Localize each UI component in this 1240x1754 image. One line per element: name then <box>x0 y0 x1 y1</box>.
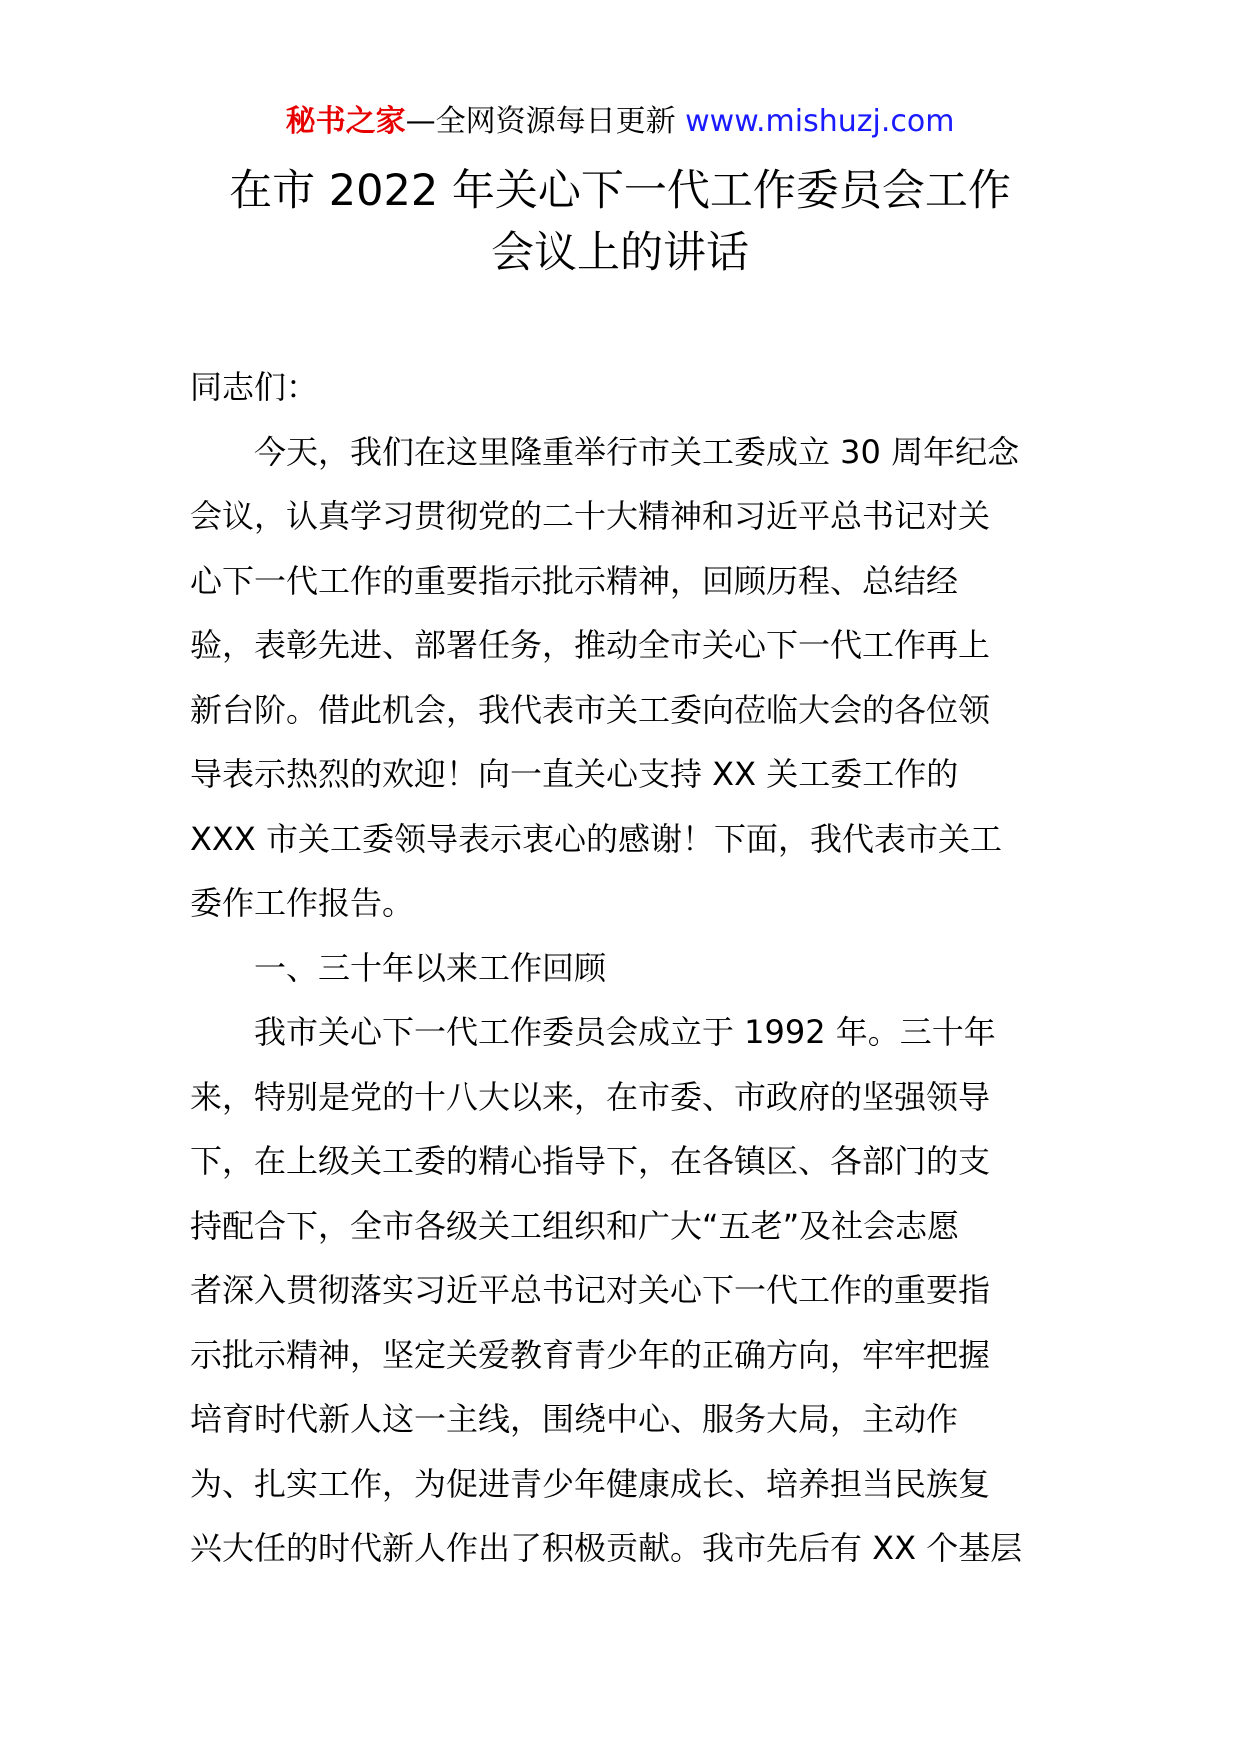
body-line: 兴大任的时代新人作出了积极贡献。我市先后有 XX 个基层 <box>190 1529 1023 1567</box>
body-line: 验，表彰先进、部署任务，推动全市关心下一代工作再上 <box>190 626 991 664</box>
body-line: 委作工作报告。 <box>190 884 415 922</box>
body-line: 心下一代工作的重要指示批示精神，回顾历程、总结经 <box>190 561 959 600</box>
body-line: 今天，我们在这里隆重举行市关工委成立 30 周年纪念 <box>190 432 1020 471</box>
body-line: 者深入贯彻落实习近平总书记对关心下一代工作的重要指 <box>190 1271 991 1309</box>
website-link[interactable]: www.mishuzj.com <box>685 104 955 139</box>
section-heading: 一、三十年以来工作回顾 <box>190 948 607 987</box>
title-line-1: 在市 2022 年关心下一代工作委员会工作 <box>229 166 1011 216</box>
body-line: XXX 市关工委领导表示衷心的感谢！下面，我代表市关工 <box>190 819 1002 858</box>
body-line: 下，在上级关工委的精心指导下，在各镇区、各部门的支 <box>190 1142 991 1180</box>
site-header <box>0 100 1240 144</box>
brand-name: 秘书之家 <box>285 104 406 139</box>
document-body <box>190 355 1050 1581</box>
body-line: 示批示精神，坚定关爱教育青少年的正确方向，牢牢把握 <box>190 1335 991 1374</box>
body-line: 同志们： <box>190 368 319 406</box>
body-line: 新台阶。借此机会，我代表市关工委向莅临大会的各位领 <box>190 690 991 729</box>
document-title <box>0 160 1240 284</box>
body-line: 我市关心下一代工作委员会成立于 1992 年。三十年 <box>190 1013 996 1051</box>
body-line: 为、扎实工作，为促进青少年健康成长、培养担当民族复 <box>190 1464 991 1503</box>
body-line: 来，特别是党的十八大以来，在市委、市政府的坚强领导 <box>190 1077 991 1116</box>
body-line: 会议，认真学习贯彻党的二十大精神和习近平总书记对关 <box>190 497 991 535</box>
body-line: 持配合下，全市各级关工组织和广大“五老”及社会志愿 <box>190 1206 960 1245</box>
body-line: 培育时代新人这一主线，围绕中心、服务大局，主动作 <box>190 1400 959 1438</box>
header-tagline: —全网资源每日更新 <box>405 104 676 139</box>
title-line-2: 会议上的讲话 <box>491 228 749 278</box>
body-line: 导表示热烈的欢迎！向一直关心支持 XX 关工委工作的 <box>190 755 959 793</box>
